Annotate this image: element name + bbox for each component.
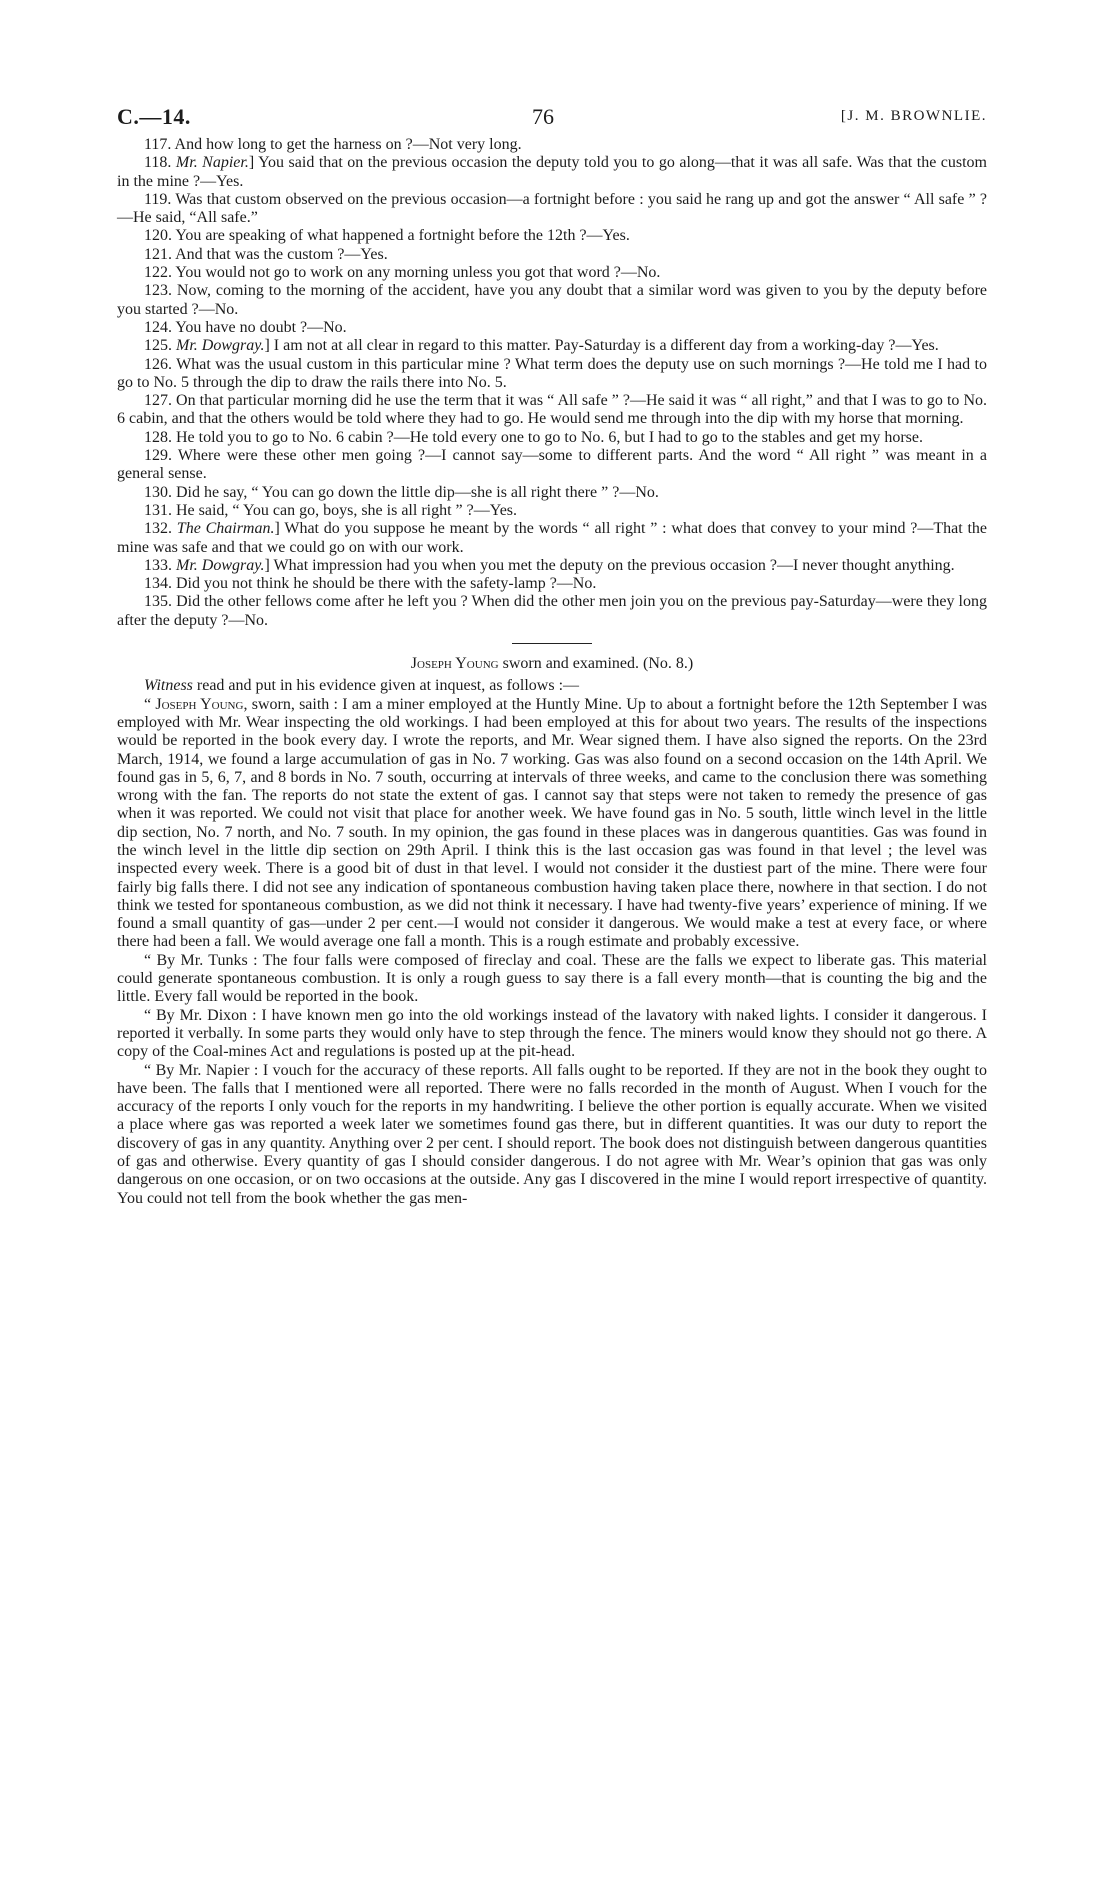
evidence-list [117, 696, 987, 1208]
page-number: 76 [532, 104, 554, 129]
question-number: 118. [144, 154, 172, 172]
question-answer [117, 227, 987, 245]
question-text: Now, coming to the morning of the accident, have you any doubt that a similar word was given to you by the deputy before you started ?—No. [117, 282, 988, 318]
question-number: 124. [144, 318, 172, 336]
question-number: 121. [144, 245, 172, 263]
document-code: C.—14. [117, 104, 191, 129]
section-title [117, 655, 987, 673]
question-answer [117, 191, 987, 228]
question-text: Did he say, “ You can go down the little dip—she is all right there ” ?—No. [176, 483, 659, 501]
intro-rest: read and put in his evidence given at inquest, as follows :— [196, 677, 580, 695]
question-text: What was the usual custom in this particular mine ? What term does the deputy use on such mornings ?—He told me I had to go to No. 5 through the dip to draw the rails there into No. 5. [117, 355, 988, 391]
question-number: 132. [144, 520, 172, 538]
question-text: Was that custom observed on the previous occasion—a fortnight before : you said he rang up and got the answer “ All safe ” ?—He said, “All safe.” [117, 190, 987, 227]
quote-mark: “ [144, 695, 156, 713]
evidence-paragraph [117, 952, 987, 1007]
question-text: What do you suppose he meant by the words “ all right ” : what does that convey to your mind ?—That the mine was safe and that we could go on with our work. [117, 520, 988, 556]
witness-name: Joseph Young [410, 655, 499, 673]
question-number: 126. [144, 355, 172, 373]
question-answer [117, 593, 987, 630]
question-text: I am not at all clear in regard to this matter. Pay-Saturday is a different day from a working-day ?—Yes. [273, 337, 939, 355]
question-text: And that was the custom ?—Yes. [175, 245, 388, 263]
questioner: Mr. Dowgray. [176, 337, 265, 355]
document-page [117, 96, 987, 1208]
question-number: 133. [144, 556, 172, 574]
question-number: 127. [144, 392, 172, 410]
question-answer [117, 356, 987, 393]
question-answer: 118. Mr. Napier.] You said that on the previous occasion the deputy told you to go along—that it was all safe. Was that the custom in the mine ?—Yes. [117, 154, 988, 190]
evidence-paragraph [117, 1062, 987, 1208]
question-text: On that particular morning did he use the term that it was “ All safe ” ?—He said it was “ all right,” and that I was to go to No. 6 cabin, and that the others would be told where they had to go. He would send me through into the dip with my horse that morning. [117, 392, 988, 428]
question-number: 128. [144, 428, 172, 446]
question-number: 119. [144, 190, 172, 208]
evidence-text: , sworn, saith : I am a miner employed at the Huntly Mine. Up to about a fortnight before the 12th September I was employed with Mr. Wear inspecting the old workings. I had been employed at this for about two years. The results of the inspections would be reported in the book every day. I wrote the reports, and Mr. Wear signed them. I have also signed the reports. On the 23rd March, 1914, we found a large accumulation of gas in No. 7 working. Gas was also found on a second occasion on the 14th April. We found gas in 5, 6, 7, and 8 bords in No. 7 south, occurring at intervals of three weeks, and came to the conclusion there was something wrong with the fan. The reports do not state the extent of gas. I cannot say that steps were not taken to remedy the presence of gas when it was reported. We could not visit that place for another week. We have found gas in No. 5 south, little winch level in the little dip section, No. 7 north, and No. 7 south. In my opinion, the gas found in these places was in dangerous quantities. Gas was found in the winch level in the little dip section on 29th April. I think this is the last occasion gas was found in that level ; the level was inspected every week. There is a good bit of dust in that level. I would not consider it the dustiest part of the mine. There were four fairly big falls there. I did not see any indication of spontaneous combustion having taken place there, nowhere in that section. I do not think we tested for spontaneous combustion, as we did not think it necessary. I have had twenty-five years’ experience of mining. If we found a small quantity of gas—under 2 per cent.—I would not consider it dangerous. We would make a test at every face, or where there had been a fall. We would average one fall a month. This is a rough estimate and probably excessive. [117, 695, 988, 951]
question-answer [117, 447, 987, 484]
question-answer [117, 319, 987, 337]
question-text: You are speaking of what happened a fortnight before the 12th ?—Yes. [175, 227, 630, 245]
evidence-text: “ By Mr. Tunks : The four falls were composed of fireclay and coal. These are the falls we expect to liberate gas. This material could generate spontaneous combustion. It is only a rough guess to say there is a fall every month—that is counting the big and the little. Every fall would be reported in the book. [117, 951, 987, 1006]
evidence-text: “ By Mr. Dixon : I have known men go into the old workings instead of the lavatory with naked lights. I consider it dangerous. I reported it verbally. In some parts they would only have to step through the fence. The miners would know they should not go there. A copy of the Coal-mines Act and regulations is posted up at the pit-head. [117, 1006, 987, 1061]
witness-name-inline: Joseph Young [155, 695, 244, 713]
witness-running-head: [J. M. BROWNLIE. [840, 108, 987, 124]
question-answer: 132. The Chairman.] What do you suppose he meant by the words “ all right ” : what does that convey to your mind ?—That the mine was safe and that we could go on with our work. [117, 520, 988, 556]
page-header [117, 96, 987, 136]
question-answer [117, 246, 987, 264]
question-number: 130. [144, 483, 172, 501]
section-divider [512, 643, 592, 644]
question-number: 134. [144, 575, 172, 593]
question-number: 131. [144, 501, 172, 519]
question-text: He told you to go to No. 6 cabin ?—He told every one to go to No. 6, but I had to go to the stables and get my horse. [176, 428, 923, 446]
evidence-text: “ By Mr. Napier : I vouch for the accuracy of these reports. All falls ought to be reported. If they are not in the book they ought to have been. The falls that I mentioned were all reported. There were no falls recorded in the month of August. When I vouch for the accuracy of the reports I only vouch for the reports in my handwriting. I believe the other portion is equally accurate. When we visited a place where gas was reported a week later we sometimes found gas there, but in different quantities. It was our duty to report the discovery of gas in any quantity. Anything over 2 per cent. I should report. The book does not distinguish between dangerous quantities of gas and otherwise. Every quantity of gas I should consider dangerous. I do not agree with Mr. Wear’s opinion that gas was only dangerous on one occasion, or on two occasions at the outside. Any gas I discovered in the mine I would report irrespective of quantity. You could not tell from the book whether the gas men- [117, 1061, 987, 1207]
evidence-intro [117, 677, 987, 695]
qa-list [117, 136, 987, 630]
question-answer [117, 136, 987, 154]
question-number: 135. [144, 593, 172, 611]
question-text: You would not go to work on any morning unless you got that word ?—No. [175, 264, 661, 282]
question-number: 117. [144, 136, 172, 153]
question-number: 122. [144, 264, 172, 282]
evidence-paragraph [117, 1007, 987, 1062]
question-number: 125. [144, 337, 172, 355]
intro-witness: Witness [144, 677, 193, 695]
question-number: 123. [144, 282, 172, 300]
section-title-rest: sworn and examined. (No. 8.) [502, 655, 694, 673]
question-text: You said that on the previous occasion the deputy told you to go along—that it was all safe. Was that the custom in the mine ?—Yes. [117, 154, 988, 190]
question-answer: 133. Mr. Dowgray.] What impression had you when you met the deputy on the previous occasion ?—I never thought anything. [144, 556, 955, 574]
question-text: Did you not think he should be there with the safety-lamp ?—No. [176, 575, 597, 593]
question-text: You have no doubt ?—No. [175, 318, 347, 336]
question-answer [117, 264, 987, 282]
question-text: Did the other fellows come after he left you ? When did the other men join you on the previous pay-Saturday—were they long after the deputy ?—No. [117, 593, 988, 629]
questioner: The Chairman. [176, 520, 275, 538]
examination-transcript [117, 136, 987, 1208]
question-text: What impression had you when you met the deputy on the previous occasion ?—I never thought anything. [273, 556, 955, 574]
question-number: 120. [144, 227, 172, 245]
questioner: Mr. Dowgray. [176, 556, 265, 574]
question-answer [117, 282, 987, 319]
question-answer: 125. Mr. Dowgray.] I am not at all clear in regard to this matter. Pay-Saturday is a different day from a working-day ?—Yes. [144, 337, 939, 355]
question-answer [117, 392, 987, 429]
question-text: Where were these other men going ?—I cannot say—some to different parts. And the word “ All right ” was meant in a general sense. [117, 447, 987, 483]
question-number: 129. [144, 447, 172, 465]
questioner: Mr. Napier. [175, 154, 249, 172]
question-text: And how long to get the harness on ?—Not very long. [174, 136, 522, 153]
question-text: He said, “ You can go, boys, she is all right ” ?—Yes. [176, 501, 518, 519]
question-answer [117, 429, 987, 447]
question-answer [117, 484, 987, 502]
question-answer [117, 502, 987, 520]
question-answer [117, 575, 987, 593]
evidence-paragraph [117, 696, 987, 952]
